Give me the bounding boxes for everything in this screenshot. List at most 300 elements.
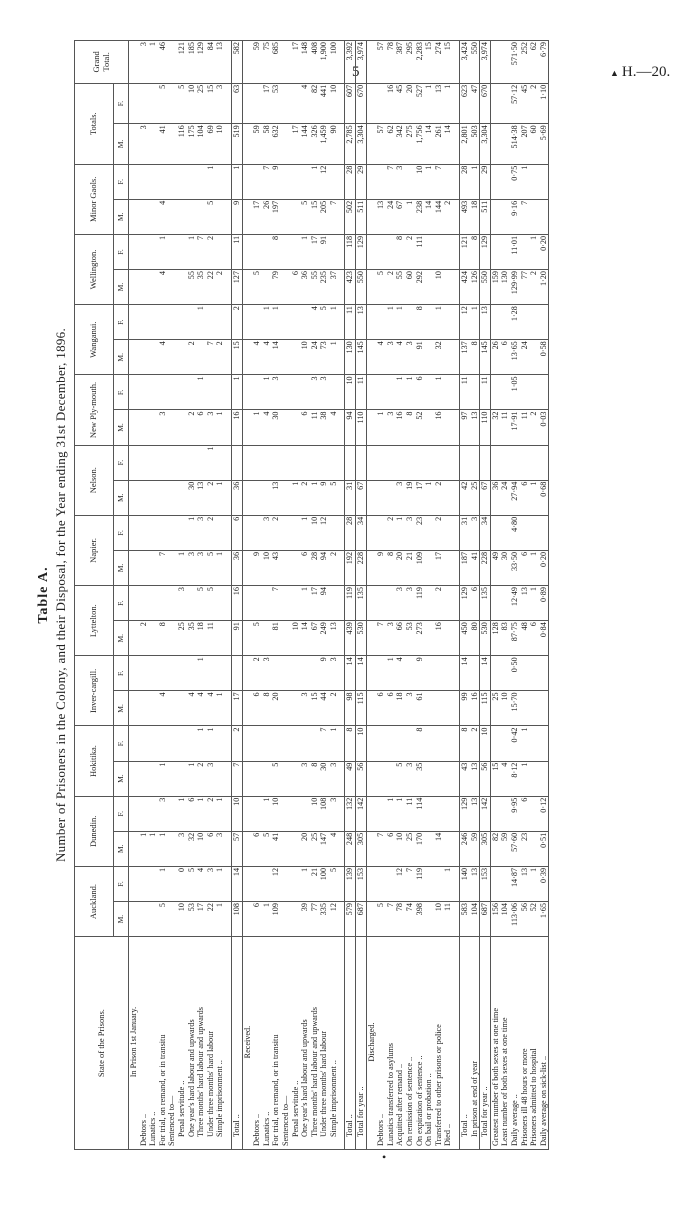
- table-cell: 28: [345, 164, 356, 199]
- table-cell: 10: [262, 550, 272, 585]
- table-cell: 48: [520, 621, 530, 656]
- table-cell: 24: [386, 199, 396, 234]
- table-cell: 249: [319, 621, 329, 656]
- table-cell: [281, 586, 291, 621]
- table-cell: [366, 305, 376, 340]
- table-cell: 7: [329, 199, 339, 234]
- table-cell: 53: [271, 83, 281, 123]
- table-cell: [252, 726, 262, 761]
- table-row: [187, 41, 197, 1150]
- table-cell: 1: [520, 164, 530, 199]
- table-cell: 511: [356, 199, 367, 234]
- table-cell: 519: [231, 124, 242, 164]
- table-cell: 1: [529, 866, 539, 901]
- table-row: [291, 41, 301, 1150]
- male-header: M.: [114, 691, 129, 726]
- table-cell: 439: [345, 621, 356, 656]
- table-cell: 12: [395, 866, 405, 901]
- table-cell: [539, 199, 549, 234]
- table-cell: 5: [329, 866, 339, 901]
- table-cell: [376, 866, 386, 901]
- table-cell: [281, 164, 291, 199]
- table-cell: 4: [376, 340, 386, 375]
- table-cell: 14: [345, 656, 356, 691]
- table-cell: 47: [470, 83, 480, 123]
- table-cell: 1: [158, 234, 168, 269]
- table-cell: [177, 480, 187, 515]
- table-cell: 66: [395, 621, 405, 656]
- table-cell: [129, 866, 139, 901]
- table-cell: 4: [329, 410, 339, 445]
- table-cell: [177, 375, 187, 410]
- table-cell: [529, 199, 539, 234]
- table-cell: [443, 340, 453, 375]
- table-cell: 579: [345, 902, 356, 937]
- table-cell: [443, 691, 453, 726]
- table-cell: [386, 445, 396, 480]
- page-dot: •: [382, 1150, 387, 1164]
- table-cell: [291, 234, 301, 269]
- table-cell: 2: [139, 621, 149, 656]
- table-cell: [443, 726, 453, 761]
- table-cell: 3: [215, 831, 225, 866]
- table-cell: 1: [196, 726, 206, 761]
- table-cell: 2: [405, 234, 415, 269]
- table-cell: [291, 831, 301, 866]
- table-cell: 2: [386, 515, 396, 550]
- table-cell: [520, 305, 530, 340]
- table-cell: 36: [300, 270, 310, 305]
- table-cell: [281, 831, 291, 866]
- table-cell: [129, 199, 139, 234]
- table-cell: 27·94: [510, 480, 520, 515]
- table-cell: [490, 796, 500, 831]
- table-cell: 53: [187, 902, 197, 937]
- table-cell: [215, 445, 225, 480]
- table-cell: 57·60: [510, 831, 520, 866]
- table-cell: 5: [206, 550, 216, 585]
- table-cell: [252, 586, 262, 621]
- table-cell: 0·42: [510, 726, 520, 761]
- table-cell: [148, 445, 158, 480]
- table-cell: 1: [158, 761, 168, 796]
- row-label: Received.: [242, 937, 252, 1150]
- table-cell: [129, 586, 139, 621]
- table-cell: 3: [386, 340, 396, 375]
- table-cell: 25: [470, 480, 480, 515]
- table-cell: [376, 761, 386, 796]
- table-cell: [480, 445, 491, 480]
- table-cell: 7: [376, 831, 386, 866]
- table-cell: 1: [405, 375, 415, 410]
- table-cell: [424, 550, 434, 585]
- table-cell: [424, 796, 434, 831]
- table-cell: [366, 726, 376, 761]
- row-label: Debtors ..: [252, 937, 262, 1150]
- table-cell: [167, 831, 177, 866]
- table-cell: [148, 410, 158, 445]
- table-cell: 10: [415, 164, 425, 199]
- table-cell: 25: [310, 831, 320, 866]
- table-cell: 20: [405, 83, 415, 123]
- table-cell: [500, 796, 510, 831]
- table-cell: 1: [395, 796, 405, 831]
- table-cell: [215, 234, 225, 269]
- table-cell: [129, 621, 139, 656]
- table-cell: [148, 761, 158, 796]
- table-cell: 2: [187, 410, 197, 445]
- table-cell: 10: [271, 796, 281, 831]
- table-cell: 607: [345, 83, 356, 123]
- table-cell: 1: [434, 305, 444, 340]
- table-row: [460, 41, 470, 1150]
- table-cell: 14: [443, 124, 453, 164]
- table-cell: [215, 164, 225, 199]
- table-cell: 10: [356, 726, 367, 761]
- table-cell: 23: [415, 515, 425, 550]
- row-label: On expiration of sentence ..: [415, 937, 425, 1150]
- table-cell: 18: [470, 199, 480, 234]
- table-row: [395, 41, 405, 1150]
- table-cell: 59: [252, 124, 262, 164]
- table-cell: 53: [405, 621, 415, 656]
- table-cell: [500, 164, 510, 199]
- table-row: [231, 41, 242, 1150]
- female-header: F.: [114, 796, 129, 831]
- table-cell: [366, 41, 376, 84]
- table-cell: [187, 305, 197, 340]
- table-cell: [291, 340, 301, 375]
- table-cell: 1·05: [510, 375, 520, 410]
- table-cell: [148, 726, 158, 761]
- table-cell: [158, 445, 168, 480]
- table-cell: [129, 41, 139, 84]
- table-cell: [177, 445, 187, 480]
- table-cell: 3,304: [356, 124, 367, 164]
- table-cell: 55: [187, 270, 197, 305]
- table-cell: [139, 375, 149, 410]
- table-cell: 175: [187, 124, 197, 164]
- table-cell: [139, 270, 149, 305]
- table-cell: [310, 726, 320, 761]
- table-cell: 1: [139, 831, 149, 866]
- table-cell: [424, 515, 434, 550]
- table-cell: 22: [206, 270, 216, 305]
- table-cell: 8: [310, 761, 320, 796]
- table-cell: [366, 515, 376, 550]
- table-cell: 2,283: [415, 41, 425, 84]
- table-cell: [291, 550, 301, 585]
- row-label: Under three months' hard labour: [319, 937, 329, 1150]
- table-cell: [529, 515, 539, 550]
- table-cell: 13: [196, 480, 206, 515]
- table-cell: 3: [262, 656, 272, 691]
- table-cell: [139, 164, 149, 199]
- table-cell: 441: [319, 83, 329, 123]
- table-cell: [242, 41, 252, 84]
- table-cell: 12: [271, 866, 281, 901]
- table-cell: [262, 480, 272, 515]
- table-cell: [539, 515, 549, 550]
- table-row: [376, 41, 386, 1150]
- table-cell: 4: [310, 305, 320, 340]
- table-cell: [281, 270, 291, 305]
- table-cell: 28: [310, 550, 320, 585]
- table-cell: [490, 41, 500, 84]
- table-cell: 1: [386, 656, 396, 691]
- table-cell: [187, 164, 197, 199]
- table-row: [520, 41, 530, 1150]
- table-cell: 4: [196, 866, 206, 901]
- table-cell: 1: [148, 41, 158, 84]
- table-cell: [139, 866, 149, 901]
- table-cell: [291, 726, 301, 761]
- table-cell: 5: [177, 83, 187, 123]
- table-cell: [215, 621, 225, 656]
- table-cell: 110: [480, 410, 491, 445]
- table-cell: 115: [480, 691, 491, 726]
- table-cell: [376, 445, 386, 480]
- table-cell: [148, 866, 158, 901]
- table-cell: 12: [319, 515, 329, 550]
- table-cell: 1: [386, 796, 396, 831]
- table-cell: [158, 656, 168, 691]
- table-row: [252, 41, 262, 1150]
- table-cell: 2: [470, 726, 480, 761]
- table-cell: 13: [215, 41, 225, 84]
- table-cell: [167, 586, 177, 621]
- table-cell: 15: [490, 761, 500, 796]
- table-cell: 207: [520, 124, 530, 164]
- table-cell: [158, 164, 168, 199]
- table-cell: [129, 515, 139, 550]
- table-cell: 6: [520, 796, 530, 831]
- table-cell: [129, 410, 139, 445]
- table-cell: 8: [460, 726, 470, 761]
- table-cell: [366, 445, 376, 480]
- prisoners-table: [74, 40, 549, 1150]
- table-cell: 1,756: [415, 124, 425, 164]
- table-cell: [242, 831, 252, 866]
- table-cell: 10: [291, 621, 301, 656]
- table-cell: 14: [271, 340, 281, 375]
- table-cell: [158, 305, 168, 340]
- table-cell: [129, 656, 139, 691]
- row-label: Acquitted after remand ..: [395, 937, 405, 1150]
- table-cell: 6: [500, 340, 510, 375]
- table-cell: [262, 586, 272, 621]
- table-row: [415, 41, 425, 1150]
- table-cell: 342: [395, 124, 405, 164]
- table-cell: [443, 621, 453, 656]
- table-cell: [443, 831, 453, 866]
- table-cell: 77: [310, 902, 320, 937]
- table-cell: [490, 124, 500, 164]
- table-cell: [177, 199, 187, 234]
- table-cell: [520, 656, 530, 691]
- table-cell: [386, 866, 396, 901]
- table-cell: [231, 656, 242, 691]
- table-cell: 252: [520, 41, 530, 84]
- table-cell: 527: [415, 83, 425, 123]
- table-row: [300, 41, 310, 1150]
- table-cell: 10: [395, 831, 405, 866]
- table-cell: 30: [500, 550, 510, 585]
- table-cell: [129, 340, 139, 375]
- table-row: [319, 41, 329, 1150]
- table-cell: [167, 445, 177, 480]
- row-label: Discharged.: [366, 937, 376, 1150]
- table-cell: [215, 726, 225, 761]
- table-cell: [167, 621, 177, 656]
- table-cell: [215, 305, 225, 340]
- table-cell: 2: [231, 726, 242, 761]
- table-cell: [490, 445, 500, 480]
- table-cell: 5: [271, 761, 281, 796]
- table-cell: 1·65: [539, 902, 549, 937]
- female-header: F.: [114, 656, 129, 691]
- table-cell: 36: [231, 550, 242, 585]
- row-label: Prisoners admitted to hospital: [529, 937, 539, 1150]
- table-cell: 632: [271, 124, 281, 164]
- table-cell: 99: [460, 691, 470, 726]
- table-cell: 1: [215, 902, 225, 937]
- table-cell: 3: [395, 164, 405, 199]
- table-cell: [366, 691, 376, 726]
- table-cell: [319, 445, 329, 480]
- table-cell: [424, 726, 434, 761]
- table-cell: 17: [252, 199, 262, 234]
- table-cell: 90: [329, 124, 339, 164]
- table-cell: 30: [319, 761, 329, 796]
- table-cell: 8: [405, 410, 415, 445]
- table-cell: [470, 445, 480, 480]
- table-cell: [366, 234, 376, 269]
- table-cell: [345, 445, 356, 480]
- table-cell: [262, 445, 272, 480]
- table-cell: [529, 375, 539, 410]
- table-cell: 8: [415, 305, 425, 340]
- table-cell: 16: [231, 410, 242, 445]
- row-label: Transferred to other prisons or police: [434, 937, 444, 1150]
- table-cell: [167, 866, 177, 901]
- table-cell: 1: [300, 586, 310, 621]
- table-cell: 11: [345, 305, 356, 340]
- table-cell: 170: [415, 831, 425, 866]
- table-cell: [148, 796, 158, 831]
- table-cell: 145: [480, 340, 491, 375]
- table-cell: [405, 445, 415, 480]
- table-cell: 13: [434, 83, 444, 123]
- table-cell: 3: [386, 621, 396, 656]
- table-cell: [529, 796, 539, 831]
- table-cell: 153: [480, 866, 491, 901]
- table-cell: 6: [206, 831, 216, 866]
- table-cell: [129, 761, 139, 796]
- table-cell: 1: [470, 305, 480, 340]
- table-cell: [529, 726, 539, 761]
- row-label: In Prison 1st January.: [129, 937, 139, 1150]
- table-cell: [424, 902, 434, 937]
- prison-header: Wanganui.: [75, 305, 114, 375]
- table-cell: 142: [356, 796, 367, 831]
- table-cell: 4: [262, 340, 272, 375]
- table-cell: 148: [300, 41, 310, 84]
- table-cell: 13·65: [510, 340, 520, 375]
- male-header: M.: [114, 199, 129, 234]
- table-cell: [405, 726, 415, 761]
- table-cell: 16: [434, 621, 444, 656]
- table-cell: [490, 866, 500, 901]
- table-cell: [187, 445, 197, 480]
- table-cell: 119: [345, 586, 356, 621]
- table-cell: 32: [490, 410, 500, 445]
- table-cell: [242, 270, 252, 305]
- table-cell: [490, 305, 500, 340]
- table-cell: 57·12: [510, 83, 520, 123]
- table-row: [345, 41, 356, 1150]
- table-cell: 1: [443, 83, 453, 123]
- row-label: For trial, on remand, or in transitu: [271, 937, 281, 1150]
- table-cell: 119: [415, 586, 425, 621]
- table-cell: [187, 375, 197, 410]
- table-cell: 2: [187, 340, 197, 375]
- table-cell: [291, 83, 301, 123]
- table-cell: 67: [356, 480, 367, 515]
- male-header: M.: [114, 831, 129, 866]
- row-label: Three months' hard labour and upwards: [196, 937, 206, 1150]
- table-cell: 147: [319, 831, 329, 866]
- state-of-prisons-header: State of the Prisons.: [75, 937, 129, 1150]
- table-cell: 3: [206, 761, 216, 796]
- table-cell: [271, 726, 281, 761]
- male-header: M.: [114, 761, 129, 796]
- table-cell: [424, 621, 434, 656]
- table-cell: 6: [520, 550, 530, 585]
- table-cell: 5: [300, 199, 310, 234]
- table-cell: 100: [329, 41, 339, 84]
- table-cell: 4: [158, 340, 168, 375]
- table-cell: 0·20: [539, 234, 549, 269]
- table-cell: [167, 124, 177, 164]
- table-cell: 17: [434, 550, 444, 585]
- table-cell: [148, 515, 158, 550]
- table-cell: 11: [206, 621, 216, 656]
- row-label: Lunatics ..: [148, 937, 158, 1150]
- table-caption: Number of Prisoners in the Colony, and their Disposal, for the Year ending 31st December, 1896.: [53, 327, 68, 863]
- table-cell: 15: [443, 41, 453, 84]
- table-cell: 2: [206, 234, 216, 269]
- table-cell: 0·68: [539, 480, 549, 515]
- table-cell: 1: [196, 796, 206, 831]
- table-cell: 17: [196, 902, 206, 937]
- table-cell: 424: [460, 270, 470, 305]
- table-cell: 94: [345, 410, 356, 445]
- table-cell: [167, 656, 177, 691]
- table-cell: [196, 199, 206, 234]
- table-cell: [139, 761, 149, 796]
- table-cell: 8: [395, 234, 405, 269]
- table-cell: [271, 656, 281, 691]
- table-cell: 5: [262, 831, 272, 866]
- table-cell: 4: [187, 691, 197, 726]
- table-cell: 11: [443, 902, 453, 937]
- table-cell: [291, 902, 301, 937]
- table-cell: 13: [470, 410, 480, 445]
- table-cell: 1: [206, 726, 216, 761]
- table-cell: [500, 234, 510, 269]
- table-cell: 11: [500, 410, 510, 445]
